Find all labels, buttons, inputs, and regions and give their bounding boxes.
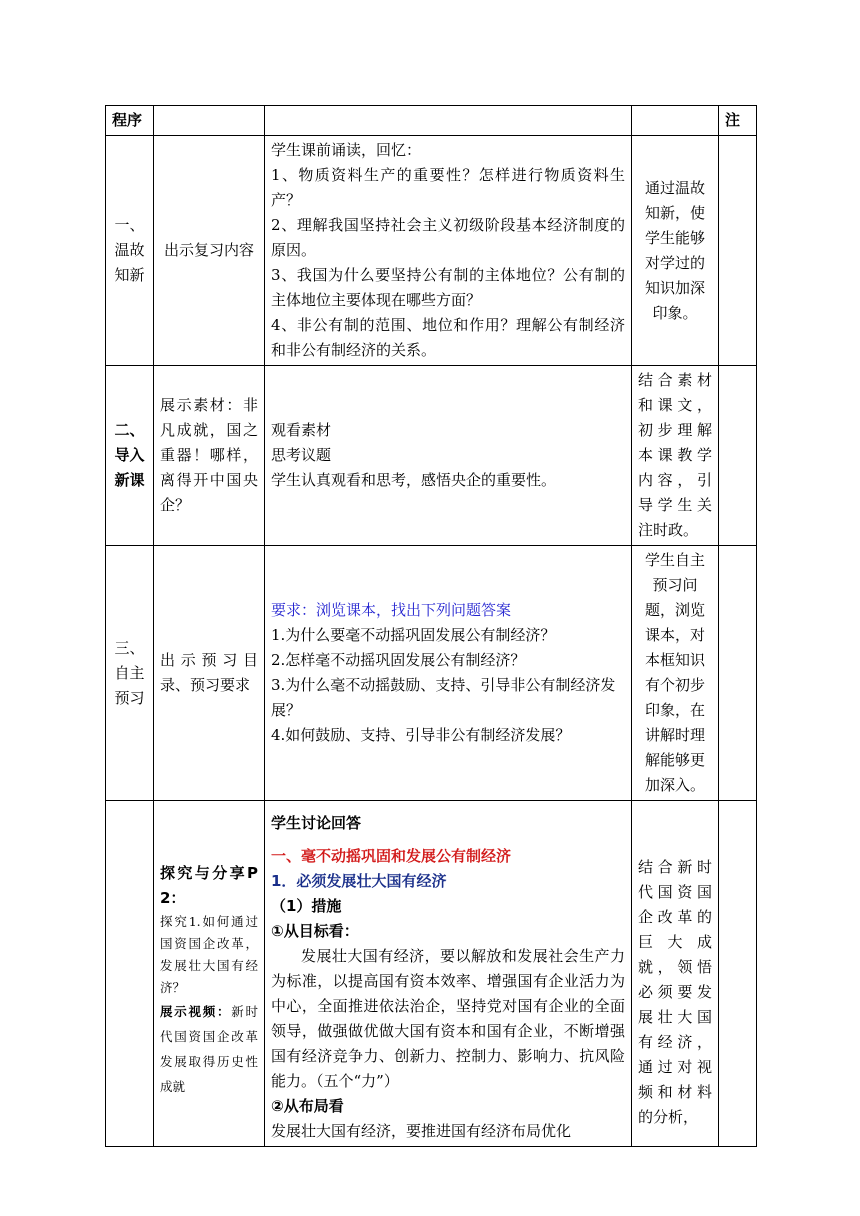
point2-body: 发展壮大国有经济，要推进国有经济布局优化 bbox=[271, 1122, 572, 1140]
review-line-0: 学生课前诵读，回忆： bbox=[271, 141, 422, 159]
student-activity-preview bbox=[265, 546, 632, 801]
discuss-label: 学生讨论回答 bbox=[271, 814, 362, 832]
teacher-activity-preview: 出示预习目录、预习要求 bbox=[154, 546, 265, 801]
intro-line-1: 思考议题 bbox=[271, 446, 332, 464]
row-intro bbox=[106, 366, 757, 546]
video-label: 展示视频： bbox=[160, 1004, 232, 1019]
row-explore bbox=[106, 801, 757, 1147]
note-explore bbox=[719, 801, 757, 1147]
point1-body: 发展壮大国有经济，要以解放和发展社会生产力为标准，以提高国有资本效率、增强国有企业活力为中心，全面推进依法治企，坚持党对国有企业的全面领导，做强做优做大国有资本和国有企业，不断增强国有经济竞争力、创新力、控制力、影响力、抗风险能力。（五个“力”） bbox=[271, 947, 625, 1090]
header-col3 bbox=[265, 106, 632, 136]
student-activity-explore bbox=[265, 801, 632, 1147]
intro-line-2: 学生认真观看和思考，感悟央企的重要性。 bbox=[271, 471, 557, 489]
student-activity-intro bbox=[265, 366, 632, 546]
header-col4 bbox=[632, 106, 719, 136]
stage-review: 一、温故知新 bbox=[106, 136, 154, 366]
row-review bbox=[106, 136, 757, 366]
row-preview bbox=[106, 546, 757, 801]
header-procedure: 程序 bbox=[106, 106, 154, 136]
review-line-1: 1、物质资料生产的重要性？怎样进行物质资料生产？ bbox=[271, 166, 625, 209]
review-line-4: 4、非公有制的范围、地位和作用？理解公有制经济和非公有制经济的关系。 bbox=[271, 316, 625, 359]
stage-intro: 二、导入新课 bbox=[106, 366, 154, 546]
measures-label: （1）措施 bbox=[271, 897, 342, 915]
stage-preview: 三、自主预习 bbox=[106, 546, 154, 801]
preview-line-0: 1.为什么要毫不动摇巩固发展公有制经济？ bbox=[271, 626, 556, 644]
preview-line-3: 4.如何鼓励、支持、引导非公有制经济发展？ bbox=[271, 726, 571, 744]
explore-video-block bbox=[160, 1004, 258, 1094]
review-line-3: 3、我国为什么要坚持公有制的主体地位？公有制的主体地位主要体现在哪些方面？ bbox=[271, 266, 625, 309]
header-row bbox=[106, 106, 757, 136]
explore-question: 探究1.如何通过国资国企改革，发展壮大国有经济？ bbox=[160, 914, 258, 995]
note-intro bbox=[719, 366, 757, 546]
intro-line-0: 观看素材 bbox=[271, 421, 332, 439]
design-intent-review: 通过温故知新，使学生能够对学过的知识加深印象。 bbox=[632, 136, 719, 366]
stage-explore bbox=[106, 801, 154, 1147]
design-intent-preview: 学生自主预习问题，浏览课本，对本框知识有个初步印象，在讲解时理解能够更加深入。 bbox=[632, 546, 719, 801]
lesson-plan-table bbox=[105, 105, 757, 1147]
subsection-title: 1．必须发展壮大国有经济 bbox=[271, 872, 447, 890]
teacher-activity-explore bbox=[154, 801, 265, 1147]
note-preview bbox=[719, 546, 757, 801]
student-activity-review bbox=[265, 136, 632, 366]
explore-title: 探究与分享P2： bbox=[160, 864, 258, 907]
point1-title: ①从目标看： bbox=[271, 922, 359, 940]
design-intent-intro: 结合素材和课文，初步理解本课教学内容，引导学生关注时政。 bbox=[632, 366, 719, 546]
preview-line-1: 2.怎样毫不动摇巩固发展公有制经济？ bbox=[271, 651, 526, 669]
header-note: 注 bbox=[719, 106, 757, 136]
video-body: 新时代国资国企改革发展取得历史性成就 bbox=[160, 1004, 258, 1094]
section-title: 一、毫不动摇巩固和发展公有制经济 bbox=[271, 847, 512, 865]
teacher-activity-intro: 展示素材：非凡成就，国之重器！哪样，离得开中国央企？ bbox=[154, 366, 265, 546]
note-review bbox=[719, 136, 757, 366]
header-col2 bbox=[154, 106, 265, 136]
review-line-2: 2、理解我国坚持社会主义初级阶段基本经济制度的原因。 bbox=[271, 216, 625, 259]
preview-line-2: 3.为什么毫不动摇鼓励、支持、引导非公有制经济发展？ bbox=[271, 676, 616, 719]
preview-requirement: 要求：浏览课本，找出下列问题答案 bbox=[271, 601, 512, 619]
teacher-activity-review: 出示复习内容 bbox=[154, 136, 265, 366]
design-intent-explore: 结合新时代国资国企改革的巨大成就，领悟必须要发展壮大国有经济，通过对视频和材料的分析， bbox=[632, 801, 719, 1147]
point2-title: ②从布局看 bbox=[271, 1097, 344, 1115]
